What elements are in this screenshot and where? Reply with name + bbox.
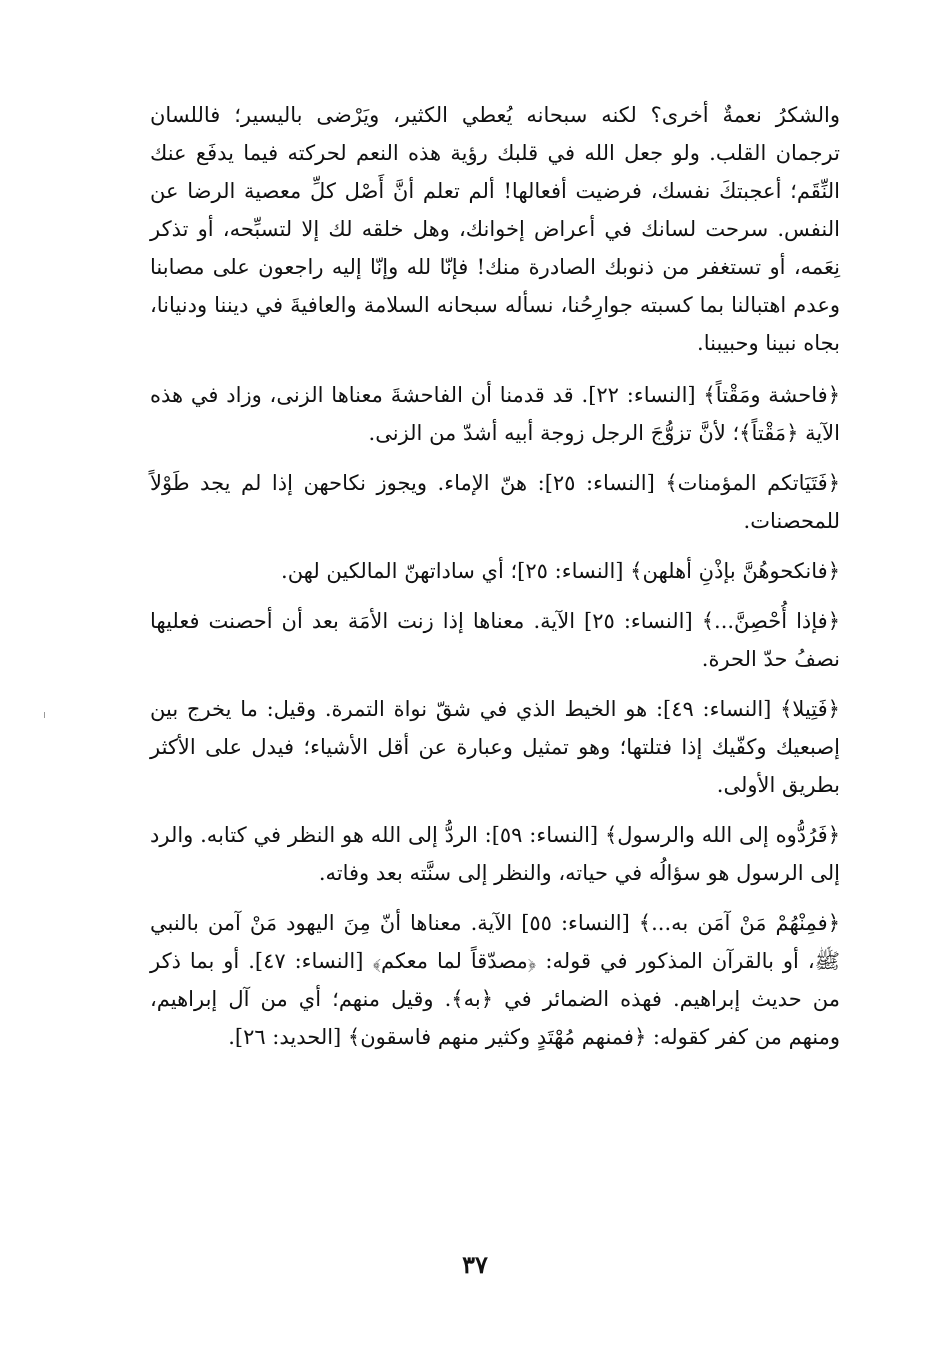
paragraph-intro: والشكرُ نعمةٌ أخرى؟ لكنه سبحانه يُعطي الكثير، ويَرْضى باليسير؛ فاللسان ترجمان القلب. ولو جعل الله في قلبك رؤية هذه النعم لحركته فيما يدفَع عنك النِّقَم؛ أعجبتكَ نفسك، فرضيت أفعالها! ألم تعلم أنَّ أَصْل كلِّ معصية الرضا عن النفس. سرحت لسانك في أعراض إخوانك، وهل خلقه لك إلا لتسبِّحه، أو تذكر نِعَمه، أو تستغفر من ذنوبك الصادرة منك! فإنّا لله وإنّا إليه راجعون على مصابنا وعدم اهتبالنا بما كسبته جوارِحُنا، نسأله سبحانه السلامة والعافيةَ في ديننا ودنيانا، بجاه نبينا وحبيبنا. [150,103,840,355]
paragraph-faruddu: ﴿فَرُدُّوه إلى الله والرسول﴾ [النساء: ٥٩]: الردُّ إلى الله هو النظر في كتابه. والرد إلى الرسول هو سؤالُه في حياته، والنظر إلى سنَّته بعد وفاته. [150,823,840,885]
paragraph-fatila: ﴿فَتِيلا﴾ [النساء: ٤٩]: هو الخيط الذي في شقّ نواة التمرة. وقيل: ما يخرج بين إصبعيك وكفّيك إذا فتلتها؛ وهو تمثيل وعبارة عن أقل الأشياء؛ فيدل على الأكثر بطريق الأولى. [150,697,840,797]
paragraph-faminhum: ﴿فمِنْهُمْ مَنْ آمَن به...﴾ [النساء: ٥٥] الآية. معناها أنّ مِنَ اليهود مَنْ آمن بالنبي ﷺ، أو بالقرآن المذكور في قوله: ﴿مصدّقاً لما معكم﴾ [النساء: ٤٧]. أو بما ذكر من حديث إبراهيم. فهذه الضمائر في ﴿به﴾. وقيل منهم؛ أي من آل إبراهيم، ومنهم من كفر كقوله: ﴿فمنهم مُهْتَدٍ وكثير منهم فاسقون﴾ [الحديد: ٢٦]. [150,911,841,1049]
paragraph-fankihuhunna: ﴿فانكحوهُنَّ بإذْنِ أهلهن﴾ [النساء: ٢٥]؛ أي ساداتهنّ المالكين لهن. [281,559,840,583]
page-number: ٣٧ [462,1250,488,1279]
paragraph-fahisha: ﴿فاحشة ومَقْتاً﴾ [النساء: ٢٢]. قد قدمنا أن الفاحشةَ معناها الزنى، وزاد في هذه الآية ﴿مَقْتاً﴾؛ لأنَّ تزوُّجَ الرجل زوجة أبيه أشدّ من الزنى. [150,383,840,445]
margin-mark [44,712,45,718]
paragraph-fatayatikum: ﴿فَتَيَاتكم المؤمنات﴾ [النساء: ٢٥]: هنّ الإماء. ويجوز نكاحهن إذا لم يجد طَوْلاً للمحصنات. [150,471,840,533]
paragraph-fa-idha-uhsinna: ﴿فإذا أُحْصِنَّ...﴾ [النساء: ٢٥] الآية. معناها إذا زنت الأمَة بعد أن أحصنت فعليها نصفُ حدّ الحرة. [150,609,840,671]
page-body [150,96,840,1068]
